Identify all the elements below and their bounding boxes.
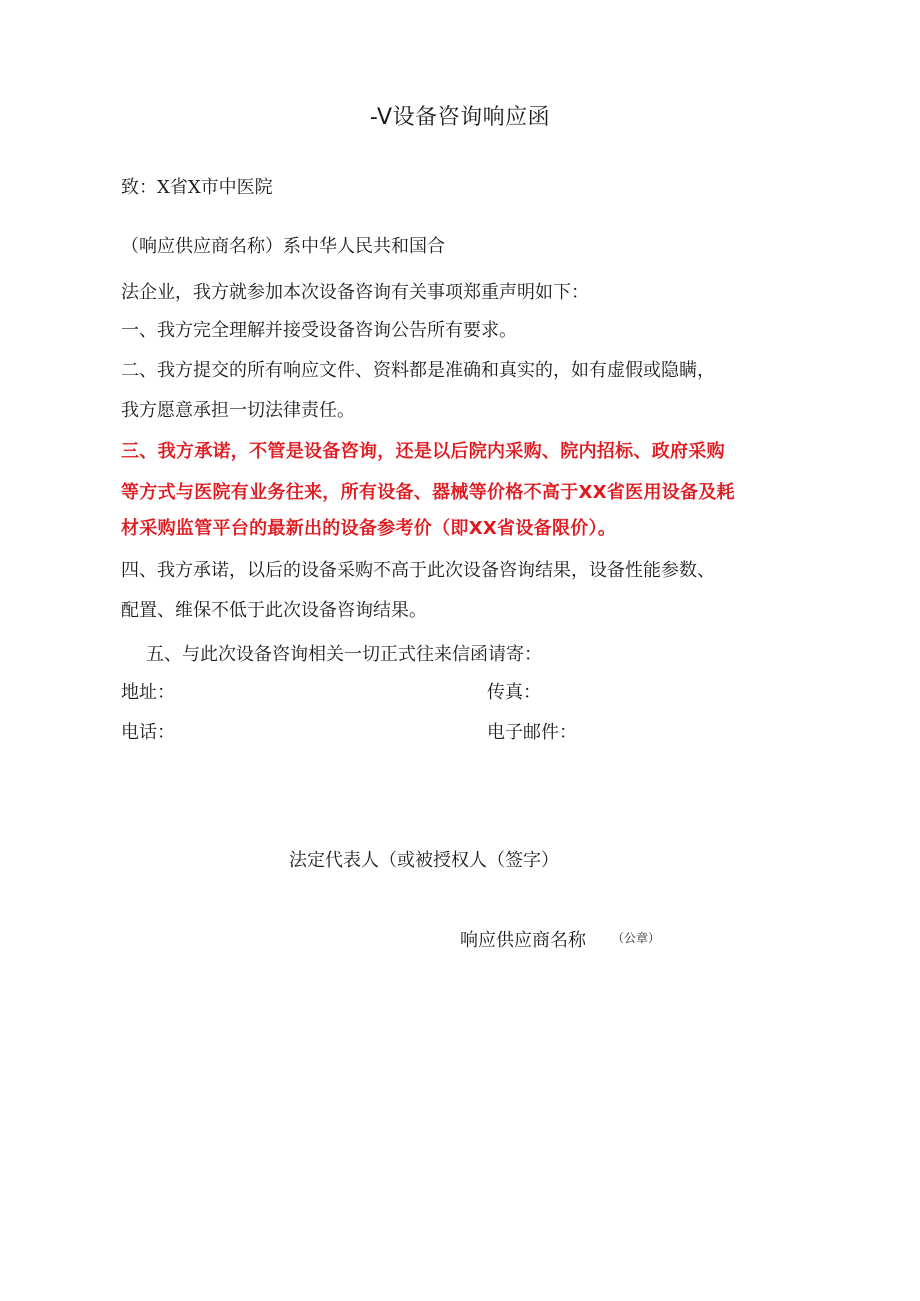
statement-item-2-line-2: 我方愿意承担一切法律责任。 [121,400,355,421]
statement-item-4-line-1: 四、我方承诺，以后的设备采购不高于此次设备咨询结果，设备性能参数、 [121,560,715,581]
recipient-line: 致：X省X市中医院 [121,177,273,198]
supplier-name-line: 响应供应商名称 [460,930,586,951]
statement-item-5: 五、与此次设备咨询相关一切正式往来信函请寄： [146,644,542,665]
statement-item-3-line-1: 三、我方承诺，不管是设备咨询，还是以后院内采购、院内招标、政府采购 [121,441,725,462]
intro-line-1: （响应供应商名称）系中华人民共和国合 [121,236,445,257]
statement-item-1: 一、我方完全理解并接受设备咨询公告所有要求。 [121,320,517,341]
seal-note: （公章） [612,931,661,945]
statement-item-3-line-2: 等方式与医院有业务往来，所有设备、器械等价格不高于XX省医用设备及耗 [121,482,735,503]
fax-label: 传真： [487,682,541,703]
signature-line: 法定代表人（或被授权人（签字） [289,850,559,871]
statement-item-3-line-3: 材采购监管平台的最新出的设备参考价（即XX省设备限价）。 [121,518,617,539]
statement-item-2-line-1: 二、我方提交的所有响应文件、资料都是准确和真实的，如有虚假或隐瞒， [121,360,715,381]
document-title: -V设备咨询响应函 [369,105,551,130]
address-label: 地址： [121,682,175,703]
intro-line-2: 法企业，我方就参加本次设备咨询有关事项郑重声明如下： [121,282,589,303]
email-label: 电子邮件： [487,722,577,743]
statement-item-4-line-2: 配置、维保不低于此次设备咨询结果。 [121,600,427,621]
phone-label: 电话： [121,722,175,743]
